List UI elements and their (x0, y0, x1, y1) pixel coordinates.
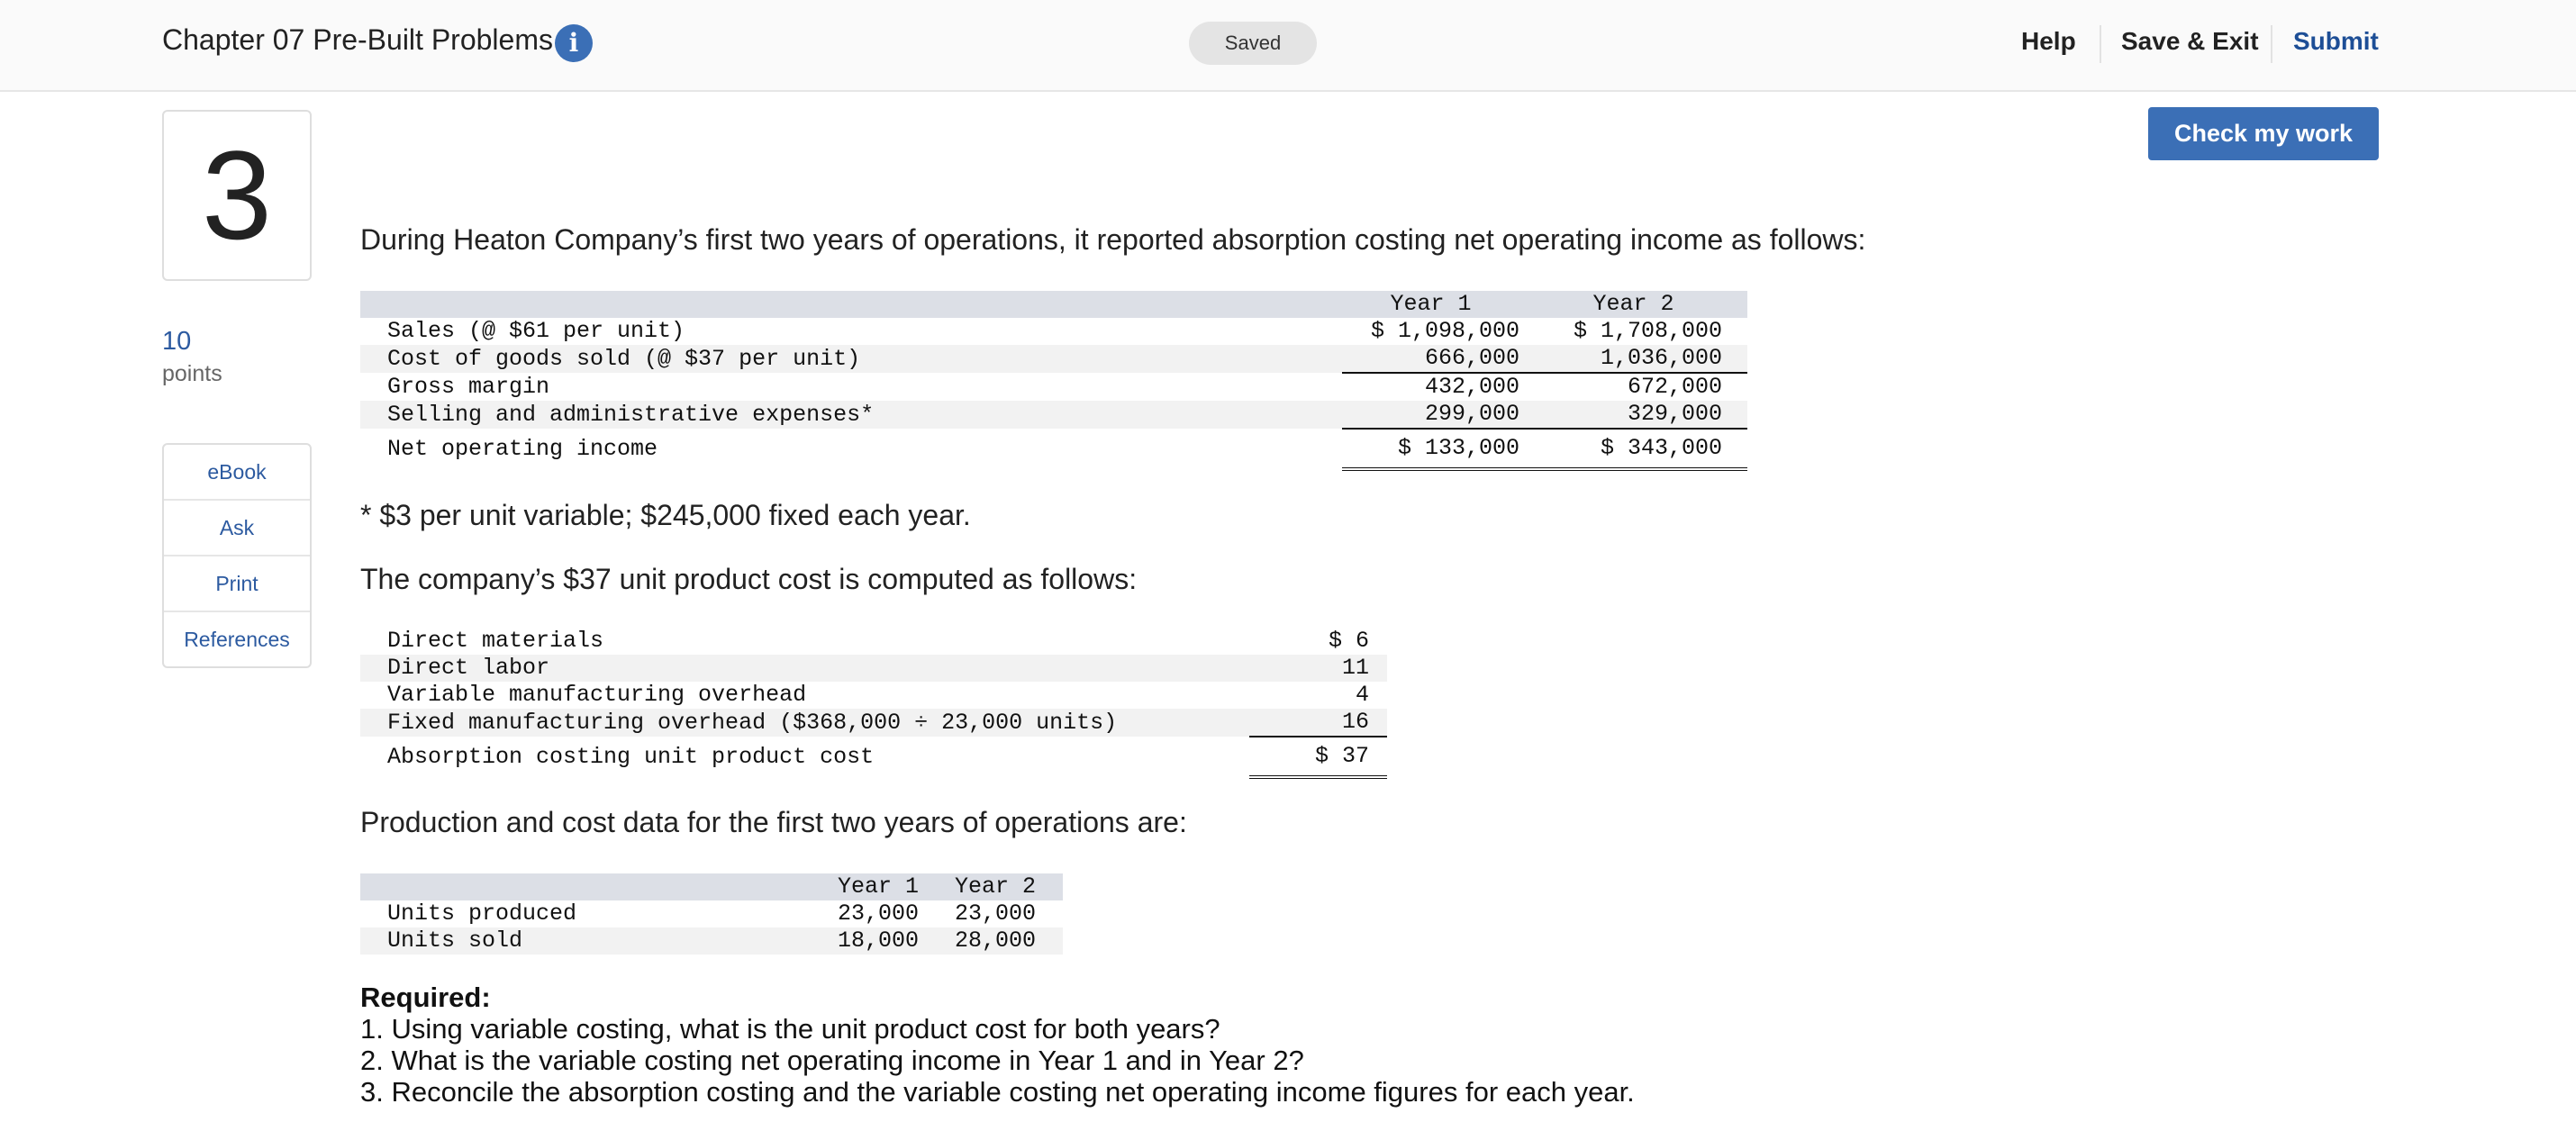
table-row (360, 373, 1747, 401)
table-row (360, 345, 1747, 373)
row-label: Fixed manufacturing overhead ($368,000 ÷ 23,000 units) (360, 709, 1249, 737)
help-link[interactable]: Help (2021, 27, 2076, 55)
save-exit-link[interactable]: Save & Exit (2121, 27, 2259, 55)
unit-cost-intro: The company’s $37 unit product cost is computed as follows: (360, 563, 1138, 595)
row-label: Direct materials (387, 628, 604, 654)
row-label: Variable manufacturing overhead (387, 682, 807, 708)
info-icon[interactable]: i (555, 24, 593, 62)
footnote: * $3 per unit variable; $245,000 fixed each year. (360, 499, 971, 531)
row-year-2: $ 1,708,000 (1573, 318, 1722, 344)
row-label: Absorption costing unit product cost (387, 743, 875, 770)
row-year-1: 299,000 (1342, 401, 1545, 429)
points-label: points (162, 361, 222, 386)
income-statement-table (360, 291, 1747, 471)
ask-link[interactable]: Ask (164, 499, 310, 555)
row-label: Units produced (387, 900, 577, 927)
submit-link[interactable]: Submit (2293, 27, 2379, 55)
row-label: Units sold (360, 927, 788, 955)
table-row (360, 318, 1747, 345)
points-value: 10 (162, 327, 192, 356)
row-year-2: 28,000 (923, 927, 1063, 955)
row-year-1: 666,000 (1342, 345, 1545, 373)
production-table (360, 873, 1063, 955)
question-intro: During Heaton Company’s first two years of operations, it reported absorption costing net operating income as follows: (360, 223, 1866, 256)
required-section (360, 982, 1635, 1108)
row-year-2: 1,036,000 (1545, 345, 1747, 373)
row-label: Direct labor (360, 655, 1249, 682)
saved-status-badge: Saved (1189, 22, 1317, 65)
required-item: 3. Reconcile the absorption costing and the variable costing net operating income figures for each year. (360, 1076, 1635, 1108)
row-year-2: 672,000 (1627, 374, 1722, 400)
table-row (360, 682, 1387, 709)
top-bar (0, 0, 2576, 92)
required-heading: Required: (360, 982, 491, 1013)
table-header-row (360, 873, 1063, 900)
row-label: Selling and administrative expenses* (360, 401, 1342, 429)
table-row (360, 900, 1063, 927)
row-year-1: 432,000 (1424, 374, 1519, 400)
assignment-title: Chapter 07 Pre-Built Problems (162, 23, 553, 56)
required-item: 1. Using variable costing, what is the unit product cost for both years? (360, 1013, 1220, 1045)
header-cell (360, 873, 788, 900)
table-row (360, 737, 1387, 777)
row-year-1: $ 133,000 (1342, 429, 1545, 469)
table-row (360, 927, 1063, 955)
row-year-1: 18,000 (788, 927, 923, 955)
check-my-work-button[interactable]: Check my work (2148, 107, 2379, 160)
row-year-1: $ 1,098,000 (1370, 318, 1519, 344)
row-label: Gross margin (387, 373, 550, 400)
table-row (360, 709, 1387, 737)
row-value: 4 (1355, 682, 1369, 708)
table-row (360, 655, 1387, 682)
production-intro: Production and cost data for the first two years of operations are: (360, 806, 1187, 838)
row-label: Net operating income (387, 435, 658, 462)
header-year-2: Year 2 (1545, 291, 1747, 318)
row-value: $ 6 (1328, 628, 1369, 654)
references-link[interactable]: References (164, 611, 310, 666)
header-year-1: Year 1 (788, 873, 923, 900)
row-year-2: 23,000 (954, 900, 1036, 927)
row-year-2: $ 343,000 (1545, 429, 1747, 469)
header-cell (360, 291, 1342, 318)
row-value: 16 (1249, 709, 1387, 737)
table-row (360, 628, 1387, 655)
row-year-2: 329,000 (1545, 401, 1747, 429)
row-label: Cost of goods sold (@ $37 per unit) (360, 345, 1342, 373)
header-year-1: Year 1 (1342, 291, 1545, 318)
required-item: 2. What is the variable costing net operating income in Year 1 and in Year 2? (360, 1045, 1304, 1076)
row-label: Sales (@ $61 per unit) (387, 318, 685, 344)
unit-cost-table (360, 628, 1387, 779)
header-year-2: Year 2 (923, 873, 1063, 900)
table-header-row (360, 291, 1747, 318)
print-link[interactable]: Print (164, 555, 310, 611)
side-menu (162, 443, 312, 668)
row-year-1: 23,000 (837, 900, 919, 927)
ebook-link[interactable]: eBook (207, 460, 267, 484)
table-row (360, 429, 1747, 469)
row-value: $ 37 (1249, 737, 1387, 777)
row-value: 11 (1249, 655, 1387, 682)
divider (2100, 25, 2101, 63)
question-number: 3 (162, 110, 312, 281)
divider (2271, 25, 2272, 63)
table-row (360, 401, 1747, 429)
